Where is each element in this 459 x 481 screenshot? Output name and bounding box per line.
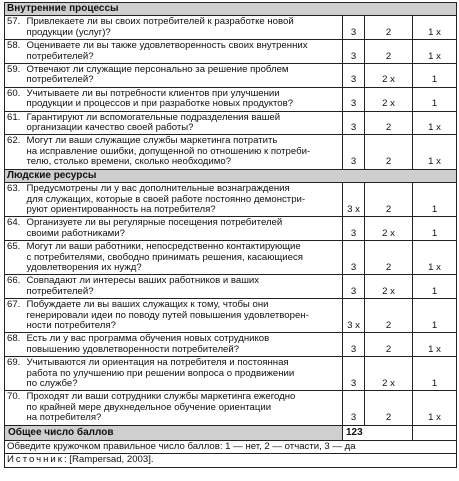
score-2-cell[interactable]: 2 — [365, 183, 413, 217]
question-text-line: Отвечают ли служащие персонально за решение проблем — [26, 64, 289, 76]
score-2-cell[interactable]: 2 — [365, 16, 413, 40]
score-2-cell[interactable]: 2 — [365, 299, 413, 333]
question-row — [5, 183, 457, 217]
score-1-cell[interactable]: 1 x — [413, 16, 457, 40]
score-3-cell[interactable]: 3 — [343, 87, 365, 111]
question-text-line: на исправление ошибки, допущенной по отношению к потреби- — [26, 145, 311, 157]
source-text: : [Rampersad, 2003]. — [63, 454, 154, 466]
question-row — [5, 333, 457, 357]
question-row — [5, 40, 457, 64]
score-1-cell[interactable]: 1 x — [413, 40, 457, 64]
source-row — [5, 454, 457, 467]
question-text-line: продукции (услуг)? — [26, 26, 111, 38]
question-row — [5, 87, 457, 111]
score-3-cell[interactable]: 3 — [343, 275, 365, 299]
question-number: 58. — [5, 40, 25, 64]
question-row — [5, 16, 457, 40]
score-3-cell[interactable]: 3 — [343, 391, 365, 425]
question-row — [5, 111, 457, 135]
question-number: 68. — [5, 333, 25, 357]
question-text — [25, 357, 343, 391]
score-3-cell[interactable]: 3 — [343, 217, 365, 241]
question-text-line: потребителей? — [26, 285, 94, 297]
question-text-line: с потребителями, свободно принимать решения, касающиеся — [26, 251, 303, 263]
score-1-cell[interactable]: 1 — [413, 183, 457, 217]
question-row — [5, 391, 457, 425]
question-text — [25, 87, 343, 111]
question-text-line: удовлетворения их нужд? — [26, 261, 142, 273]
score-3-cell[interactable]: 3 — [343, 333, 365, 357]
question-text-line: потребителей? — [26, 74, 94, 86]
score-3-cell[interactable]: 3 x — [343, 299, 365, 333]
question-text — [25, 40, 343, 64]
scoring-note: Обведите кружочком правильное число баллов: 1 — нет, 2 — отчасти, 3 — да — [5, 441, 457, 454]
question-text-line: Организуете ли вы регулярные посещения потребителей — [26, 217, 283, 229]
score-3-cell[interactable]: 3 — [343, 16, 365, 40]
question-text — [25, 217, 343, 241]
question-text — [25, 275, 343, 299]
question-text-line: Привлекаете ли вы своих потребителей к разработке новой — [26, 16, 294, 28]
question-text-line: Проходят ли ваши сотрудники службы маркетинга ежегодно — [26, 391, 296, 403]
section-header-row — [5, 169, 457, 182]
question-text-line: Оцениваете ли вы также удовлетворенность своих внутренних — [26, 40, 308, 52]
score-3-cell[interactable]: 3 — [343, 241, 365, 275]
note-row — [5, 441, 457, 454]
question-text-line: Побуждаете ли вы ваших служащих к тому, чтобы они — [26, 299, 269, 311]
question-text-line: Могут ли ваши работники, непосредственно контактирующие — [26, 241, 301, 253]
question-text — [25, 64, 343, 88]
question-text-line: потребителей? — [26, 50, 94, 62]
questionnaire-table — [4, 2, 457, 468]
question-text-line: работа по улучшению при решении вопроса о продвижении — [26, 367, 295, 379]
total-blank-cell — [413, 425, 457, 440]
score-1-cell[interactable]: 1 — [413, 87, 457, 111]
score-3-cell[interactable]: 3 — [343, 111, 365, 135]
question-text-line: своими работниками? — [26, 227, 125, 239]
score-2-cell[interactable]: 2 x — [365, 87, 413, 111]
score-2-cell[interactable]: 2 x — [365, 275, 413, 299]
question-text-line: продукции и процессов и при разработке новых продуктов? — [26, 98, 294, 110]
score-3-cell[interactable]: 3 — [343, 40, 365, 64]
question-text-line: Совпадают ли интересы ваших работников и ваших — [26, 275, 260, 287]
question-number: 62. — [5, 135, 25, 169]
section-title: Внутренние процессы — [5, 3, 457, 16]
question-row — [5, 241, 457, 275]
question-text-line: Гарантируют ли вспомогательные подразделения вашей — [26, 111, 281, 123]
question-text — [25, 333, 343, 357]
question-text — [25, 16, 343, 40]
question-row — [5, 217, 457, 241]
question-number: 70. — [5, 391, 25, 425]
score-2-cell[interactable]: 2 x — [365, 64, 413, 88]
score-2-cell[interactable]: 2 — [365, 40, 413, 64]
score-1-cell[interactable]: 1 x — [413, 241, 457, 275]
score-1-cell[interactable]: 1 — [413, 275, 457, 299]
question-row — [5, 64, 457, 88]
question-text-line: руют ориентированность на потребителя? — [26, 203, 216, 215]
score-1-cell[interactable]: 1 x — [413, 111, 457, 135]
score-2-cell[interactable]: 2 — [365, 333, 413, 357]
question-text — [25, 111, 343, 135]
question-number: 60. — [5, 87, 25, 111]
question-text-line: Учитываете ли вы потребности клиентов при улучшении — [26, 87, 280, 99]
question-text-line: Предусмотрены ли у вас дополнительные вознаграждения — [26, 183, 290, 195]
question-number: 65. — [5, 241, 25, 275]
score-2-cell[interactable]: 2 — [365, 241, 413, 275]
question-number: 59. — [5, 64, 25, 88]
score-2-cell[interactable]: 2 x — [365, 217, 413, 241]
question-text-line: телю, столько времени, сколько необходимо? — [26, 156, 232, 168]
question-number: 57. — [5, 16, 25, 40]
question-number: 66. — [5, 275, 25, 299]
score-3-cell[interactable]: 3 — [343, 357, 365, 391]
question-number: 69. — [5, 357, 25, 391]
source-label: Источник — [7, 454, 64, 466]
question-text-line: Могут ли ваши служащие службы маркетинга потратить — [26, 135, 278, 147]
score-1-cell[interactable]: 1 x — [413, 135, 457, 169]
question-text-line: по службе? — [26, 378, 78, 389]
source-citation — [5, 454, 457, 467]
question-text-line: для служащих, которые в своей работе постоянно демонстри- — [26, 193, 306, 205]
question-text-line: на потребителя? — [26, 412, 102, 424]
question-text — [25, 391, 343, 425]
question-text — [25, 183, 343, 217]
question-number: 61. — [5, 111, 25, 135]
score-3-cell[interactable]: 3 — [343, 135, 365, 169]
score-2-cell[interactable]: 2 — [365, 391, 413, 425]
question-text — [25, 135, 343, 169]
question-text-line: генерировали идеи по поводу путей повышения удовлетворен- — [26, 309, 309, 321]
score-1-cell[interactable]: 1 — [413, 299, 457, 333]
score-1-cell[interactable]: 1 — [413, 64, 457, 88]
score-3-cell[interactable]: 3 x — [343, 183, 365, 217]
question-row — [5, 275, 457, 299]
score-1-cell[interactable]: 1 — [413, 357, 457, 391]
question-text-line: Есть ли у вас программа обучения новых сотрудников — [26, 333, 270, 345]
score-3-cell[interactable]: 3 — [343, 64, 365, 88]
question-text-line: Учитываются ли ориентация на потребителя и постоянная — [26, 357, 289, 369]
question-row — [5, 357, 457, 391]
total-value: 123 — [343, 425, 413, 440]
question-number: 63. — [5, 183, 25, 217]
question-text-line: ности потребителя? — [26, 319, 116, 331]
score-2-cell[interactable]: 2 — [365, 135, 413, 169]
total-label: Общее число баллов — [5, 425, 343, 440]
score-1-cell[interactable]: 1 x — [413, 333, 457, 357]
question-number: 67. — [5, 299, 25, 333]
question-text — [25, 299, 343, 333]
question-number: 64. — [5, 217, 25, 241]
score-1-cell[interactable]: 1 x — [413, 391, 457, 425]
section-header-row — [5, 3, 457, 16]
question-text-line: повышению удовлетворенности потребителей? — [26, 343, 240, 355]
section-title: Людские ресурсы — [5, 169, 457, 182]
question-text-line: организации качество своей работы? — [26, 122, 194, 134]
score-2-cell[interactable]: 2 — [365, 111, 413, 135]
total-row — [5, 425, 457, 440]
question-row — [5, 135, 457, 169]
score-2-cell[interactable]: 2 x — [365, 357, 413, 391]
question-text — [25, 241, 343, 275]
score-1-cell[interactable]: 1 — [413, 217, 457, 241]
question-text-line: по крайней мере двухнедельное обучение ориентации — [26, 401, 272, 413]
question-row — [5, 299, 457, 333]
